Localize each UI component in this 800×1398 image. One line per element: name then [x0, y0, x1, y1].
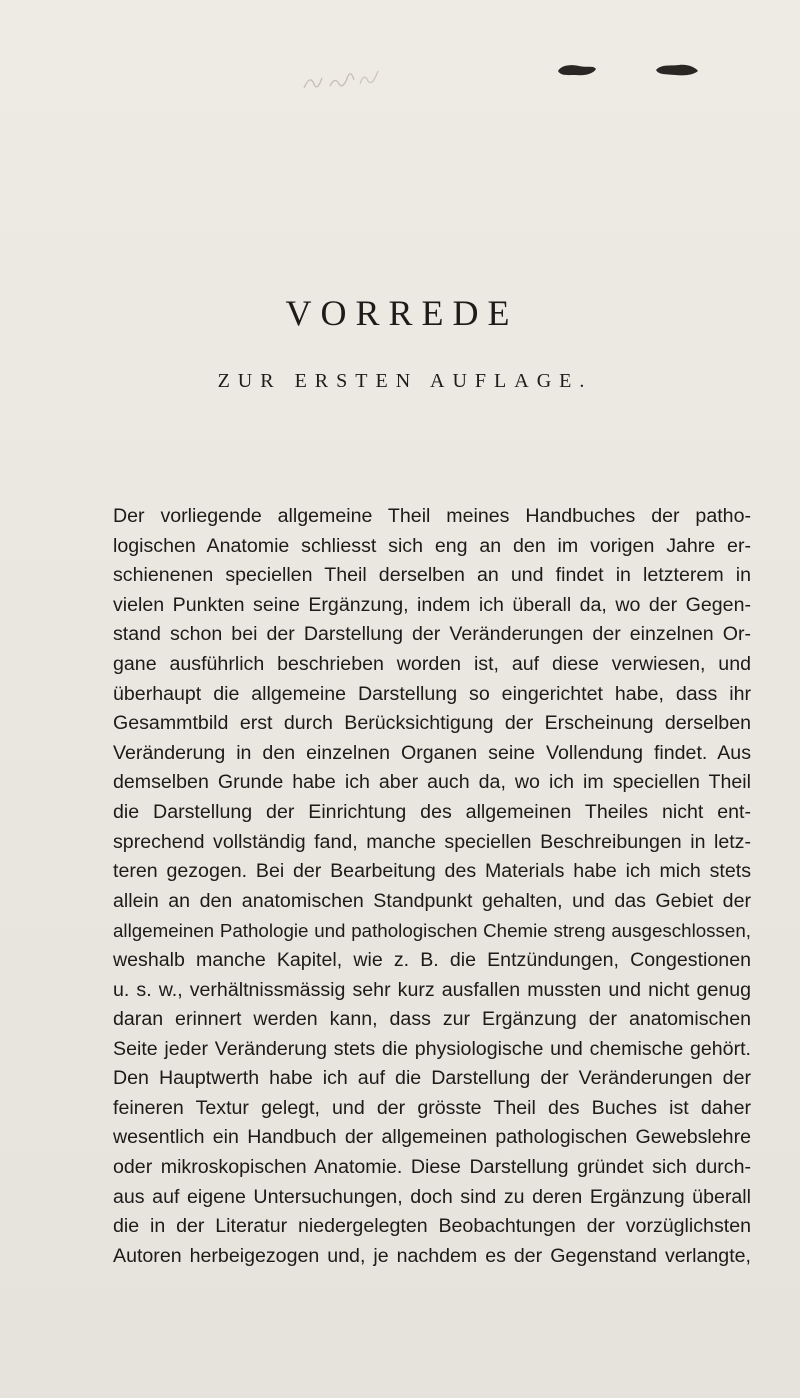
text-line: u. s. w., verhältnissmässig sehr kurz ausfallen mussten und nicht genug — [113, 978, 751, 1001]
text-line: daran erinnert werden kann, dass zur Ergänzung der anatomischen — [113, 1008, 751, 1031]
text-line: feineren Textur gelegt, und der grösste Theil des Buches ist daher — [113, 1096, 751, 1119]
text-line: oder mikroskopischen Anatomie. Diese Darstellung gründet sich durch- — [113, 1156, 751, 1179]
text-line: die Darstellung der Einrichtung des allgemeinen Theiles nicht ent- — [113, 800, 751, 823]
stamp-mark-left — [557, 62, 597, 78]
text-line: sprechend vollständig fand, manche speciellen Beschreibungen in letz- — [113, 830, 751, 853]
preface-paragraph — [113, 502, 751, 1271]
text-line: Der vorliegende allgemeine Theil meines Handbuches der patho- — [113, 505, 751, 527]
text-line: allein an den anatomischen Standpunkt gehalten, und das Gebiet der — [113, 889, 751, 912]
text-line: vielen Punkten seine Ergänzung, indem ich überall da, wo der Gegen- — [113, 593, 751, 616]
page-subtitle: ZUR ERSTEN AUFLAGE. — [217, 370, 593, 392]
text-line: stand schon bei der Darstellung der Veränderungen der einzelnen Or- — [113, 623, 751, 646]
text-line: Gesammtbild erst durch Berücksichtigung der Erscheinung derselben — [113, 712, 751, 735]
pencil-marks — [300, 58, 390, 98]
text-line: aus auf eigene Untersuchungen, doch sind zu deren Ergänzung überall — [113, 1185, 751, 1208]
text-line: überhaupt die allgemeine Darstellung so eingerichtet habe, dass ihr — [113, 682, 751, 705]
text-line: gane ausführlich beschrieben worden ist, auf diese verwiesen, und — [113, 652, 751, 675]
text-line: schienenen speciellen Theil derselben an und findet in letzterem in — [113, 564, 751, 587]
text-line: Autoren herbeigezogen und, je nachdem es der Gegenstand verlangte, — [113, 1244, 751, 1267]
text-line: Veränderung in den einzelnen Organen seine Vollendung findet. Aus — [113, 741, 751, 764]
text-line: wesentlich ein Handbuch der allgemeinen pathologischen Gewebslehre — [113, 1126, 751, 1149]
text-line: Den Hauptwerth habe ich auf die Darstellung der Veränderungen der — [113, 1067, 751, 1090]
text-line: weshalb manche Kapitel, wie z. B. die Entzündungen, Congestionen — [113, 948, 751, 971]
text-line: Seite jeder Veränderung stets die physiologische und chemische gehört. — [113, 1037, 751, 1060]
text-line: demselben Grunde habe ich aber auch da, wo ich im speciellen Theil — [113, 771, 751, 794]
text-line: logischen Anatomie schliesst sich eng an den im vorigen Jahre er- — [113, 534, 751, 557]
text-line: allgemeinen Pathologie und pathologischen Chemie streng ausgeschlossen, — [113, 920, 751, 942]
stamp-mark-right — [655, 62, 699, 78]
page-title: VORREDE — [285, 293, 519, 333]
text-line: teren gezogen. Bei der Bearbeitung des Materials habe ich mich stets — [113, 860, 751, 883]
text-line: die in der Literatur niedergelegten Beobachtungen der vorzüglichsten — [113, 1215, 751, 1238]
